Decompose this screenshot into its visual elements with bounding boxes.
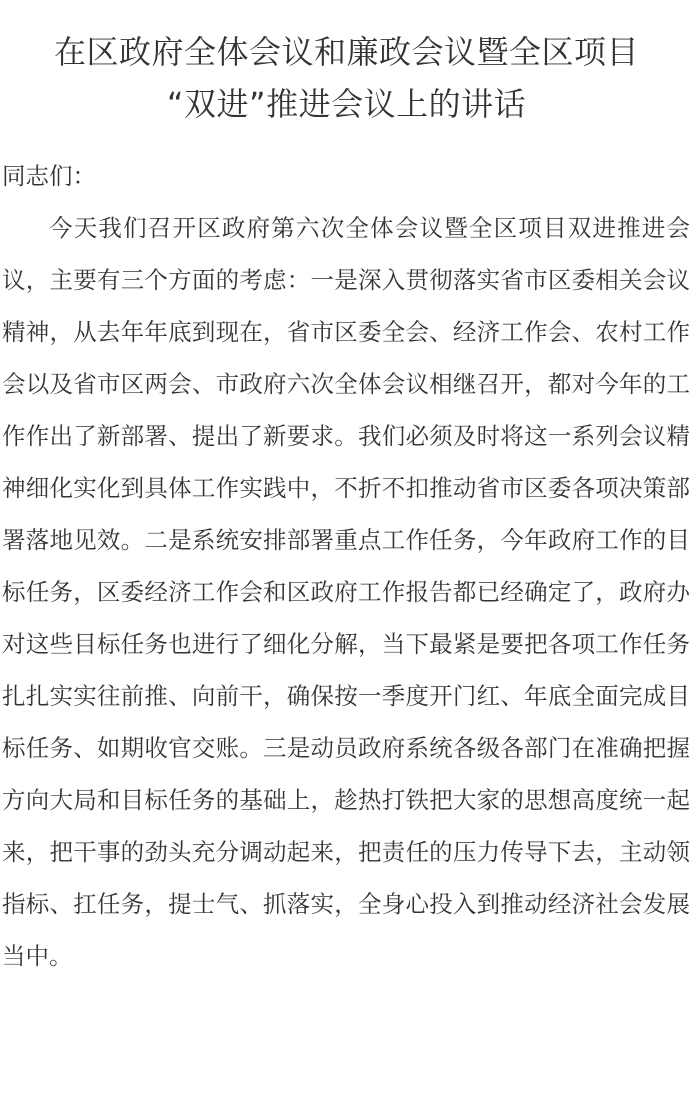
body-paragraph: 今天我们召开区政府第六次全体会议暨全区项目双进推进会议，主要有三个方面的考虑：一是深入贯彻落实省市区委相关会议精神，从去年年底到现在，省市区委全会、经济工作会、农村工作会以及省市区两会、市政府六次全体会议相继召开，都对今年的工作作出了新部署、提出了新要求。我们必须及时将这一系列会议精神细化实化到具体工作实践中，不折不扣推动省市区委各项决策部署落地见效。二是系统安排部署重点工作任务，今年政府工作的目标任务，区委经济工作会和区政府工作报告都已经确定了，政府办对这些目标任务也进行了细化分解，当下最紧是要把各项工作任务扎扎实实往前推、向前干，确保按一季度开门红、年底全面完成目标任务、如期收官交账。三是动员政府系统各级各部门在准确把握方向大局和目标任务的基础上，趁热打铁把大家的思想高度统一起来，把干事的劲头充分调动起来，把责任的压力传导下去，主动领指标、扛任务，提士气、抓落实，全身心投入到推动经济社会发展当中。 bbox=[2, 214, 690, 970]
title-line-1: 在区政府全体会议和廉政会议暨全区项目 bbox=[53, 33, 639, 71]
title-line-2: “双进”推进会议上的讲话 bbox=[166, 85, 527, 123]
document-body bbox=[2, 150, 690, 982]
document-title bbox=[12, 26, 681, 130]
salutation: 同志们： bbox=[2, 162, 96, 190]
